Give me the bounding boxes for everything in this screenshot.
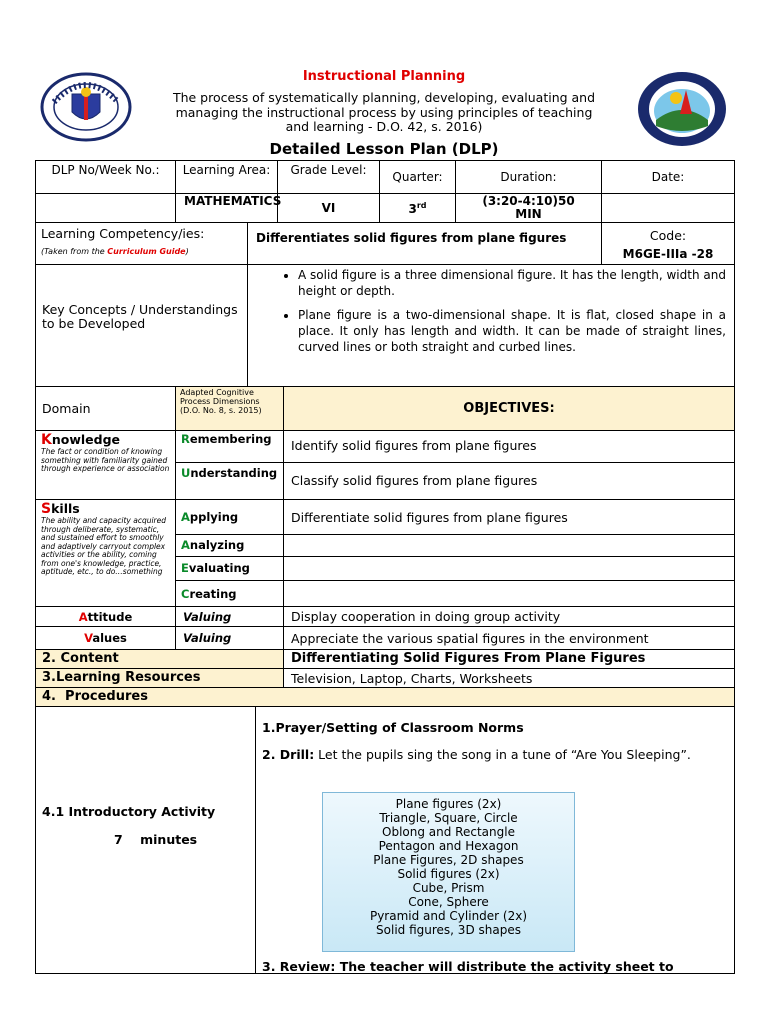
dimension-initial: R bbox=[181, 432, 190, 446]
dimension-initial: E bbox=[181, 561, 189, 575]
dlp-title: Detailed Lesson Plan (DLP) bbox=[269, 140, 499, 158]
song-line: Oblong and Rectangle bbox=[382, 825, 515, 839]
quarter-suffix: rd bbox=[416, 201, 427, 210]
objective-applying: Differentiate solid figures from plane figures bbox=[283, 499, 735, 535]
grade-value: VI bbox=[277, 193, 380, 223]
area-value: MATHEMATICS bbox=[175, 193, 278, 223]
duration-value: (3:20-4:10)50 MIN bbox=[455, 193, 602, 223]
dlp-no-label: DLP No/Week No.: bbox=[35, 160, 176, 194]
prayer-step: 1.Prayer/Setting of Classroom Norms bbox=[262, 720, 524, 735]
dimension-initial: U bbox=[181, 466, 191, 480]
code-value: M6GE-IIIa -28 bbox=[622, 247, 714, 261]
header-description bbox=[130, 91, 638, 135]
header-desc-line-2: managing the instructional process by using principles of teaching bbox=[175, 104, 593, 120]
song-line: Cone, Sphere bbox=[408, 895, 489, 909]
dimension-applying bbox=[175, 499, 284, 535]
attitude-initial: A bbox=[78, 610, 88, 624]
resources-label: 3.Learning Resources bbox=[35, 668, 284, 688]
quarter-number: 3 bbox=[408, 202, 417, 216]
area-label: Learning Area: bbox=[175, 160, 278, 194]
content-label: 2. Content bbox=[35, 649, 284, 669]
song-line: Pentagon and Hexagon bbox=[378, 839, 519, 853]
attitude-rest: ttitude bbox=[87, 610, 133, 624]
dimension-rest: reating bbox=[189, 587, 237, 601]
competency-label-cell bbox=[35, 222, 248, 265]
objective-evaluating bbox=[283, 556, 735, 581]
knowledge-title bbox=[41, 432, 170, 448]
objectives-header: OBJECTIVES: bbox=[283, 386, 735, 431]
dimension-initial: A bbox=[181, 510, 190, 524]
song-line: Solid figures, 3D shapes bbox=[376, 923, 521, 937]
key-concept-item: • A solid figure is a three dimensional figure. It has the length, width and height or depth. bbox=[298, 267, 726, 299]
song-line: Plane Figures, 2D shapes bbox=[373, 853, 524, 867]
code-cell bbox=[601, 222, 735, 265]
dimension-rest: nderstanding bbox=[190, 466, 278, 480]
dimension-evaluating bbox=[175, 556, 284, 581]
dimension-initial: A bbox=[181, 538, 190, 552]
attitude-objective: Display cooperation in doing group activity bbox=[283, 606, 735, 627]
song-line: Triangle, Square, Circle bbox=[379, 811, 518, 825]
song-line: Solid figures (2x) bbox=[397, 867, 500, 881]
song-line: Cube, Prism bbox=[412, 881, 485, 895]
attitude-level: Valuing bbox=[175, 606, 284, 627]
dlp-no-value bbox=[35, 193, 176, 223]
values-level: Valuing bbox=[175, 626, 284, 650]
knowledge-rest: nowledge bbox=[51, 432, 121, 447]
values-objective: Appreciate the various spatial figures in the environment bbox=[283, 626, 735, 650]
resources-value: Television, Laptop, Charts, Worksheets bbox=[283, 668, 735, 688]
knowledge-cell bbox=[35, 430, 176, 500]
values-label bbox=[35, 626, 176, 650]
dimension-remembering bbox=[175, 430, 284, 463]
procedures-label: 4. Procedures bbox=[35, 687, 735, 707]
intro-activity-time: 7 minutes bbox=[114, 832, 198, 847]
objective-understanding: Classify solid figures from plane figures bbox=[283, 462, 735, 500]
skills-rest: kills bbox=[51, 501, 80, 516]
values-initial: V bbox=[84, 631, 93, 645]
knowledge-description: The fact or condition of knowing something with familiarity gained through experience or association bbox=[41, 447, 170, 473]
dimension-analyzing bbox=[175, 534, 284, 557]
dimension-rest: valuating bbox=[188, 561, 250, 575]
key-concepts-content bbox=[247, 264, 735, 387]
objective-remembering: Identify solid figures from plane figures bbox=[283, 430, 735, 463]
drill-label: 2. Drill: bbox=[262, 747, 315, 762]
intro-activity-cell bbox=[35, 706, 256, 974]
objective-creating bbox=[283, 580, 735, 607]
duration-label: Duration: bbox=[455, 160, 602, 194]
attitude-label bbox=[35, 606, 176, 627]
quarter-value bbox=[379, 193, 456, 223]
skills-description: The ability and capacity acquired through deliberate, systematic, and sustained effort to smoothly and adaptively carryout complex activities or the ability, coming from one's knowledge, practice, aptitude, etc., to do…something bbox=[41, 516, 167, 576]
skills-cell bbox=[35, 499, 176, 607]
objective-analyzing bbox=[283, 534, 735, 557]
dimension-creating bbox=[175, 580, 284, 607]
knowledge-initial: K bbox=[41, 432, 52, 448]
song-line: Plane figures (2x) bbox=[395, 797, 502, 811]
intro-activity-label: 4.1 Introductory Activity bbox=[42, 804, 216, 819]
song-line: Pyramid and Cylinder (2x) bbox=[369, 909, 528, 923]
skills-initial: S bbox=[41, 501, 52, 517]
competency-label: Learning Competency/ies: bbox=[41, 226, 205, 241]
dimension-rest: pplying bbox=[189, 510, 239, 524]
quarter-label: Quarter: bbox=[379, 160, 456, 194]
song-lyrics-box bbox=[322, 792, 575, 952]
skills-title bbox=[41, 501, 170, 517]
header-desc-line-3: and learning - D.O. 42, s. 2016) bbox=[285, 119, 483, 134]
adapted-dimensions-label: Adapted Cognitive Process Dimensions (D.O. No. 8, s. 2015) bbox=[175, 386, 284, 431]
domain-label: Domain bbox=[35, 386, 176, 431]
dimension-initial: C bbox=[181, 587, 190, 601]
dimension-understanding bbox=[175, 462, 284, 500]
dimension-rest: nalyzing bbox=[189, 538, 245, 552]
key-concept-item: • Plane figure is a two-dimensional shape. It is flat, closed shape in a place. It only has length and width. It can be made of straight lines, curved lines or both straight and curbed lines. bbox=[298, 307, 726, 355]
header-title: Instructional Planning bbox=[302, 69, 466, 84]
date-value bbox=[601, 193, 735, 223]
drill-step bbox=[262, 748, 702, 762]
note-suffix: ) bbox=[185, 247, 189, 256]
values-rest: alues bbox=[92, 631, 127, 645]
code-label: Code: bbox=[649, 228, 687, 243]
content-value: Differentiating Solid Figures From Plane Figures bbox=[283, 649, 735, 669]
review-step: 3. Review: The teacher will distribute the activity sheet to bbox=[262, 959, 674, 974]
drill-text: Let the pupils sing the song in a tune of “Are You Sleeping”. bbox=[314, 747, 691, 762]
date-label: Date: bbox=[601, 160, 735, 194]
key-concepts-label: Key Concepts / Understandings to be Developed bbox=[35, 264, 248, 387]
dimension-rest: emembering bbox=[189, 432, 272, 446]
note-prefix: (Taken from the bbox=[41, 247, 108, 256]
curriculum-guide-link[interactable]: Curriculum Guide bbox=[107, 247, 186, 256]
key-concepts-list bbox=[248, 267, 734, 355]
grade-label: Grade Level: bbox=[277, 160, 380, 194]
curriculum-guide-note bbox=[41, 247, 242, 256]
header-desc-line-1: The process of systematically planning, developing, evaluating and bbox=[172, 90, 596, 105]
competency-value: Differentiates solid figures from plane figures bbox=[247, 222, 602, 265]
